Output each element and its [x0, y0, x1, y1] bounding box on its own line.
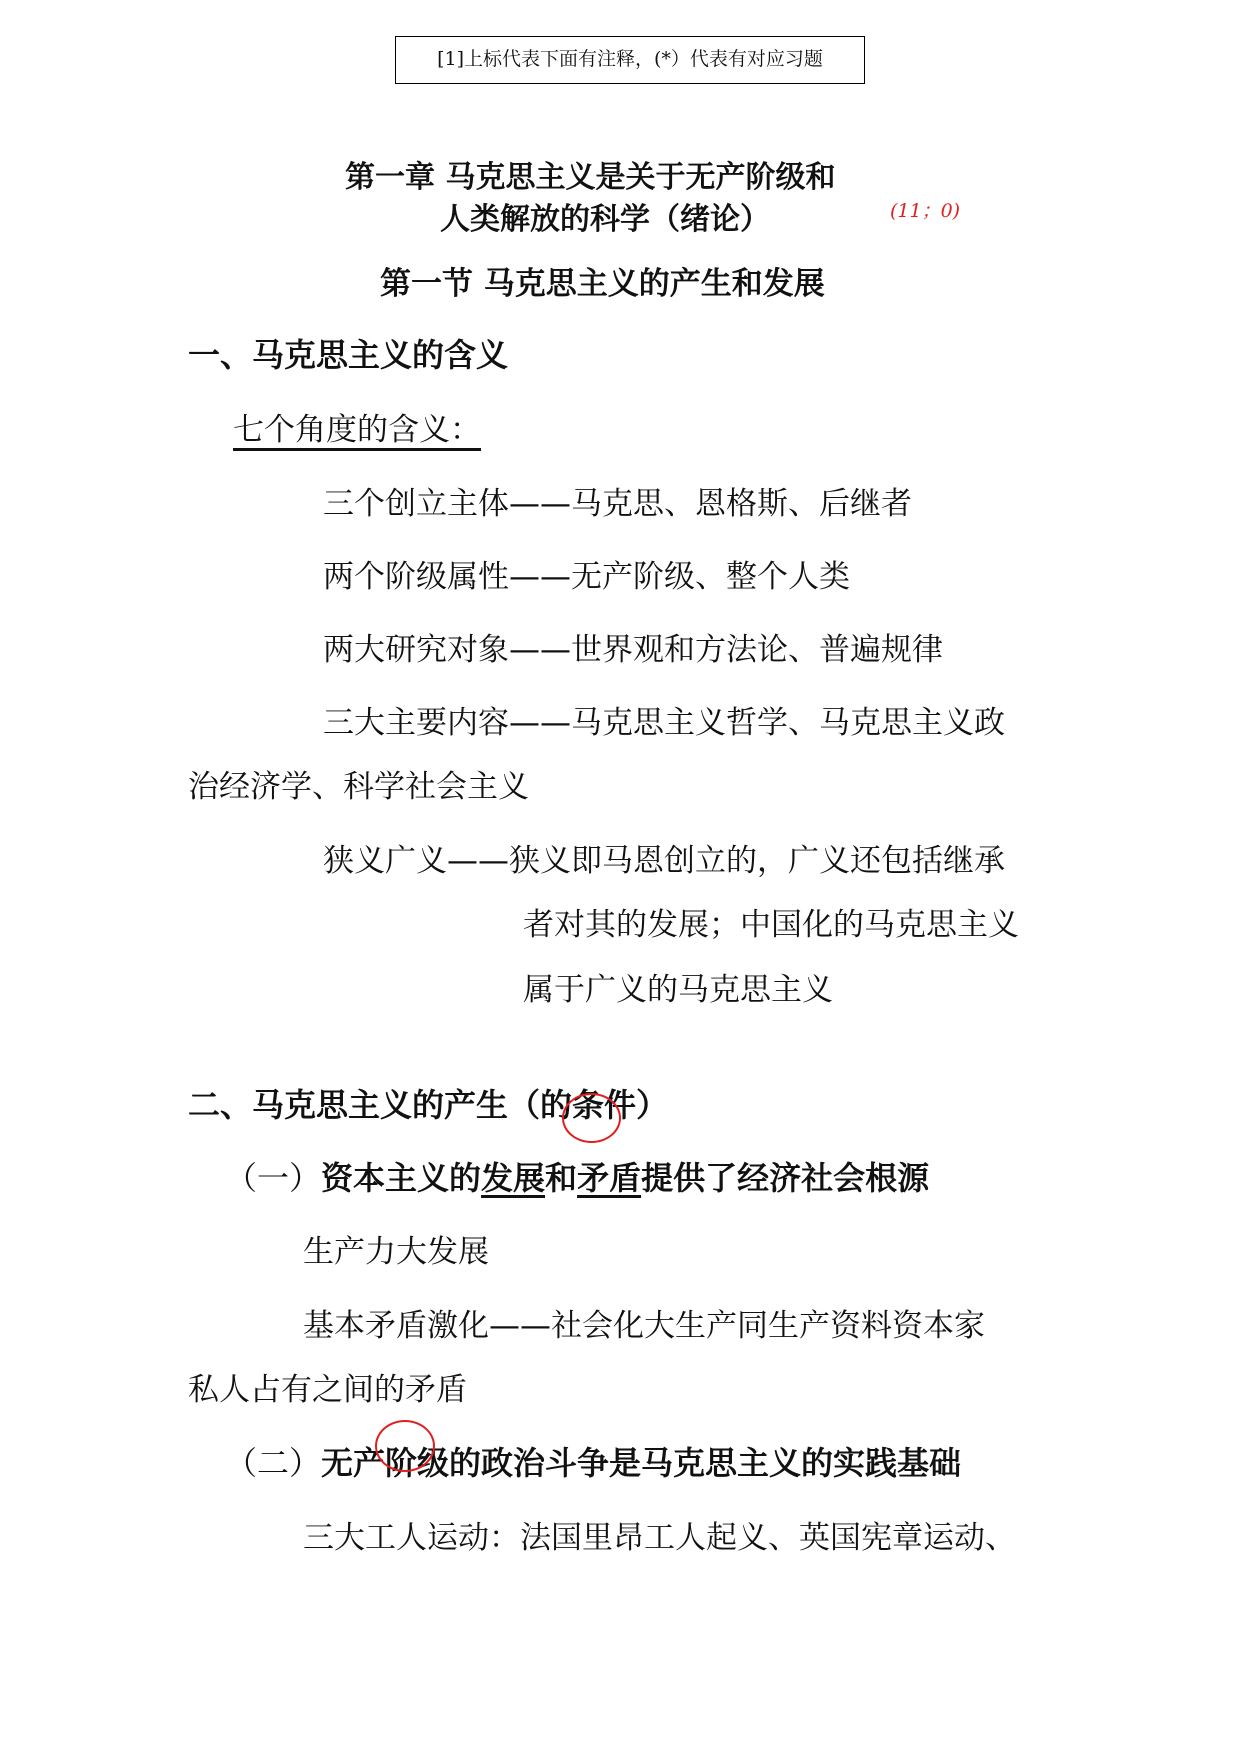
red-circle-mark — [562, 1093, 621, 1143]
list-item: 基本矛盾激化——社会化大生产同生产资料资本家 — [303, 1308, 985, 1344]
list-item: 两个阶级属性——无产阶级、整个人类 — [323, 559, 850, 595]
chapter-title-line1: 第一章 马克思主义是关于无产阶级和 — [345, 160, 836, 195]
part2-heading: 二、马克思主义的产生（的条件） — [188, 1086, 669, 1124]
chapter-score-note: (11；0) — [890, 200, 961, 222]
list-item-continuation: 者对其的发展；中国化的马克思主义 — [523, 907, 1019, 943]
part1-subheading: 七个角度的含义： — [233, 412, 481, 448]
list-item-continuation: 治经济学、科学社会主义 — [188, 769, 529, 805]
sub2-title: 无产阶级的政治斗争是马克思主义的实践基础 — [321, 1444, 962, 1482]
list-item-continuation: 私人占有之间的矛盾 — [188, 1372, 467, 1408]
chapter-title-line2: 人类解放的科学（绪论） — [440, 202, 770, 237]
part2-sub2-heading — [225, 1438, 961, 1484]
sub1-prefix: （一） — [225, 1159, 322, 1197]
list-item: 狭义广义——狭义即马恩创立的，广义还包括继承 — [323, 843, 1005, 879]
sub1-text-a: 资本主义的 — [321, 1159, 482, 1197]
sub1-text-underlined: 矛盾 — [577, 1159, 642, 1197]
part1-heading: 一、马克思主义的含义 — [188, 336, 509, 374]
part2-sub1-heading — [225, 1153, 929, 1199]
list-item: 三大工人运动：法国里昂工人起义、英国宪章运动、 — [303, 1520, 1016, 1556]
sub1-text-b: 和 — [545, 1159, 578, 1197]
footnote-legend-box: [1]上标代表下面有注释，(*）代表有对应习题 — [395, 36, 865, 84]
list-item: 三大主要内容——马克思主义哲学、马克思主义政 — [323, 705, 1005, 741]
sub2-prefix: （二） — [225, 1444, 322, 1482]
list-item-continuation: 属于广义的马克思主义 — [523, 972, 833, 1008]
list-item: 生产力大发展 — [303, 1234, 489, 1270]
red-circle-mark — [375, 1420, 435, 1472]
list-item: 两大研究对象——世界观和方法论、普遍规律 — [323, 632, 943, 668]
list-item: 三个创立主体——马克思、恩格斯、后继者 — [323, 486, 912, 522]
section-title: 第一节 马克思主义的产生和发展 — [380, 266, 825, 302]
sub1-text-c: 提供了经济社会根源 — [641, 1159, 930, 1197]
sub1-text-underlined: 发展 — [481, 1159, 546, 1197]
